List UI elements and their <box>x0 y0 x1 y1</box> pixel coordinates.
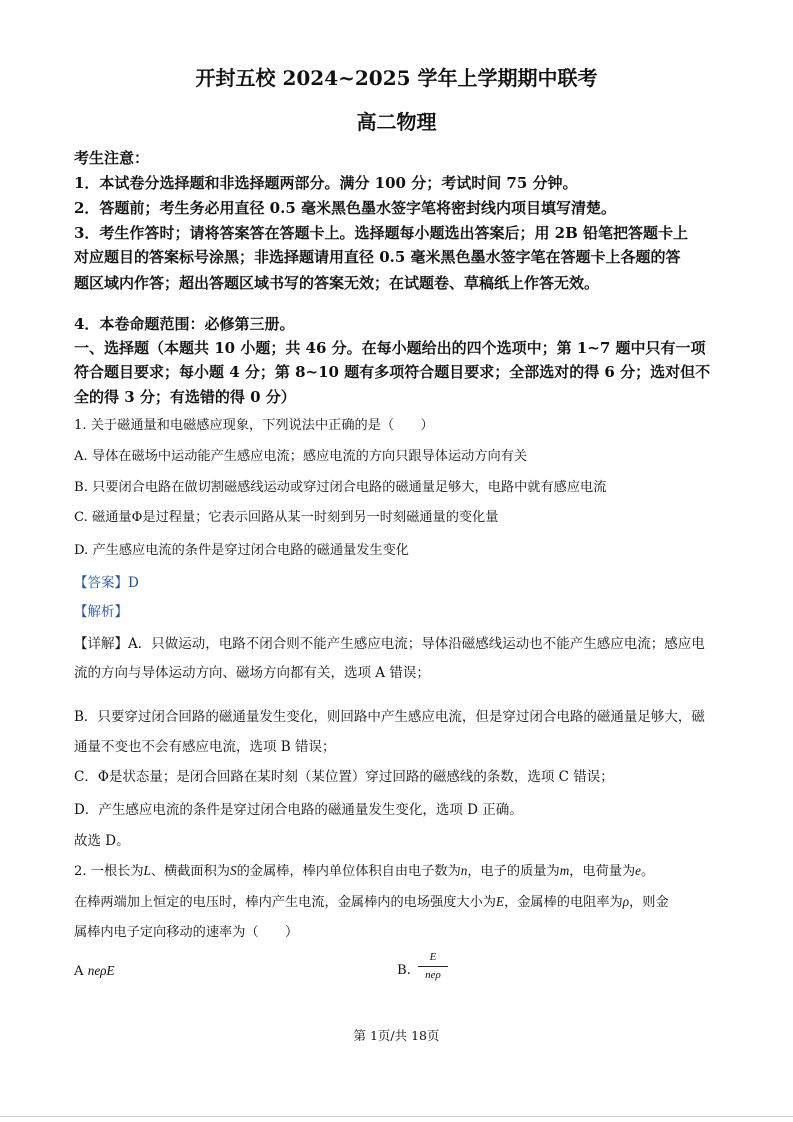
notice-item: 4．本卷命题范围：必修第三册。 <box>74 315 295 333</box>
analysis-line: 【详解】A．只做运动，电路不闭合则不能产生感应电流；导体沿磁感线运动也不能产生感应电流；感应电 <box>74 636 705 652</box>
section-heading: 一、选择题（本题共 10 小题；共 46 分。在每小题给出的四个选项中；第 1~7 题中只有一项 <box>74 339 706 357</box>
var-m: m <box>559 863 570 878</box>
analysis-line: 通量不变也不会有感应电流，选项 B 错误； <box>74 739 336 755</box>
question-2-stem-line2: 在棒两端加上恒定的电压时，棒内产生电流，金属棒内的电场强度大小为E，金属棒的电阻率为ρ，则金 <box>74 894 669 910</box>
var-L: L <box>143 863 151 878</box>
question-2-option-b-label: B. <box>397 963 411 978</box>
page-number: 第 1页/共 18页 <box>353 1028 440 1043</box>
page-subtitle: 高二物理 <box>356 110 437 134</box>
notice-item: 3．考生作答时；请将答案答在答题卡上。选择题每小题选出答案后；用 2B 铅笔把答题卡上 <box>74 224 689 242</box>
var-e: e <box>635 863 642 878</box>
section-heading: 符合题目要求；每小题 4 分；第 8~10 题有多项符合题目要求；全部选对的得 6 分；选对但不 <box>74 363 711 381</box>
analysis-line: 流的方向与导体运动方向、磁场方向都有关，选项 A 错误； <box>74 665 430 681</box>
question-2-option-a: A neρE <box>74 963 115 979</box>
question-1-option-d: D. 产生感应电流的条件是穿过闭合电路的磁通量发生变化 <box>74 543 409 558</box>
analysis-label: 【解析】 <box>74 604 128 620</box>
section-heading: 全的得 3 分；有选错的得 0 分） <box>74 388 296 406</box>
var-S: S <box>230 863 237 878</box>
notice-item: 题区域内作答；超出答题区域书写的答案无效；在试题卷、草稿纸上作答无效。 <box>74 274 600 292</box>
var-n: n <box>460 863 468 878</box>
notice-item: 对应题目的答案标号涂黑；非选择题请用直径 0.5 毫米黑色墨水签字笔在答题卡上各题的答 <box>74 248 681 266</box>
var-E: E <box>496 894 505 909</box>
notice-item: 1．本试卷分选择题和非选择题两部分。满分 100 分；考试时间 75 分钟。 <box>74 174 578 192</box>
var-rho: ρ <box>622 894 630 909</box>
notice-heading: 考生注意： <box>74 149 150 167</box>
analysis-line: D．产生感应电流的条件是穿过闭合电路的磁通量发生变化，选项 D 正确。 <box>74 802 523 818</box>
question-2-stem-line1: 2. 一根长为L、横截面积为S的金属棒，棒内单位体积自由电子数为n，电子的质量为m，电荷量为e。 <box>74 863 655 879</box>
page-title: 开封五校 2024~2025 学年上学期期中联考 <box>195 66 598 90</box>
analysis-conclusion: 故选 D。 <box>74 833 130 849</box>
notice-item: 2．答题前；考生务必用直径 0.5 毫米黑色墨水签字笔将密封线内项目填写清楚。 <box>74 199 616 217</box>
question-1-stem: 1. 关于磁通量和电磁感应现象，下列说法中正确的是（ ） <box>74 418 434 433</box>
question-1-option-a: A. 导体在磁场中运动能产生感应电流；感应电流的方向只跟导体运动方向有关 <box>74 449 528 464</box>
question-1-option-c: C. 磁通量Φ是过程量；它表示回路从某一时刻到另一时刻磁通量的变化量 <box>74 510 499 525</box>
page-bottom-divider <box>0 1116 793 1117</box>
analysis-line: C．Φ是状态量；是闭合回路在某时刻（某位置）穿过回路的磁感线的条数，选项 C 错误； <box>74 769 614 785</box>
question-2-option-b-fraction: E neρ <box>418 951 448 982</box>
question-1-option-b: B. 只要闭合电路在做切割磁感线运动或穿过闭合电路的磁通量足够大，电路中就有感应电流 <box>74 480 607 495</box>
answer-label: 【答案】D <box>74 575 139 591</box>
analysis-line: B．只要穿过闭合回路的磁通量发生变化，则回路中产生感应电流，但是穿过闭合电路的磁通量足够大，磁 <box>74 709 705 725</box>
question-2-stem-line3: 属棒内电子定向移动的速率为（ ） <box>74 925 299 940</box>
